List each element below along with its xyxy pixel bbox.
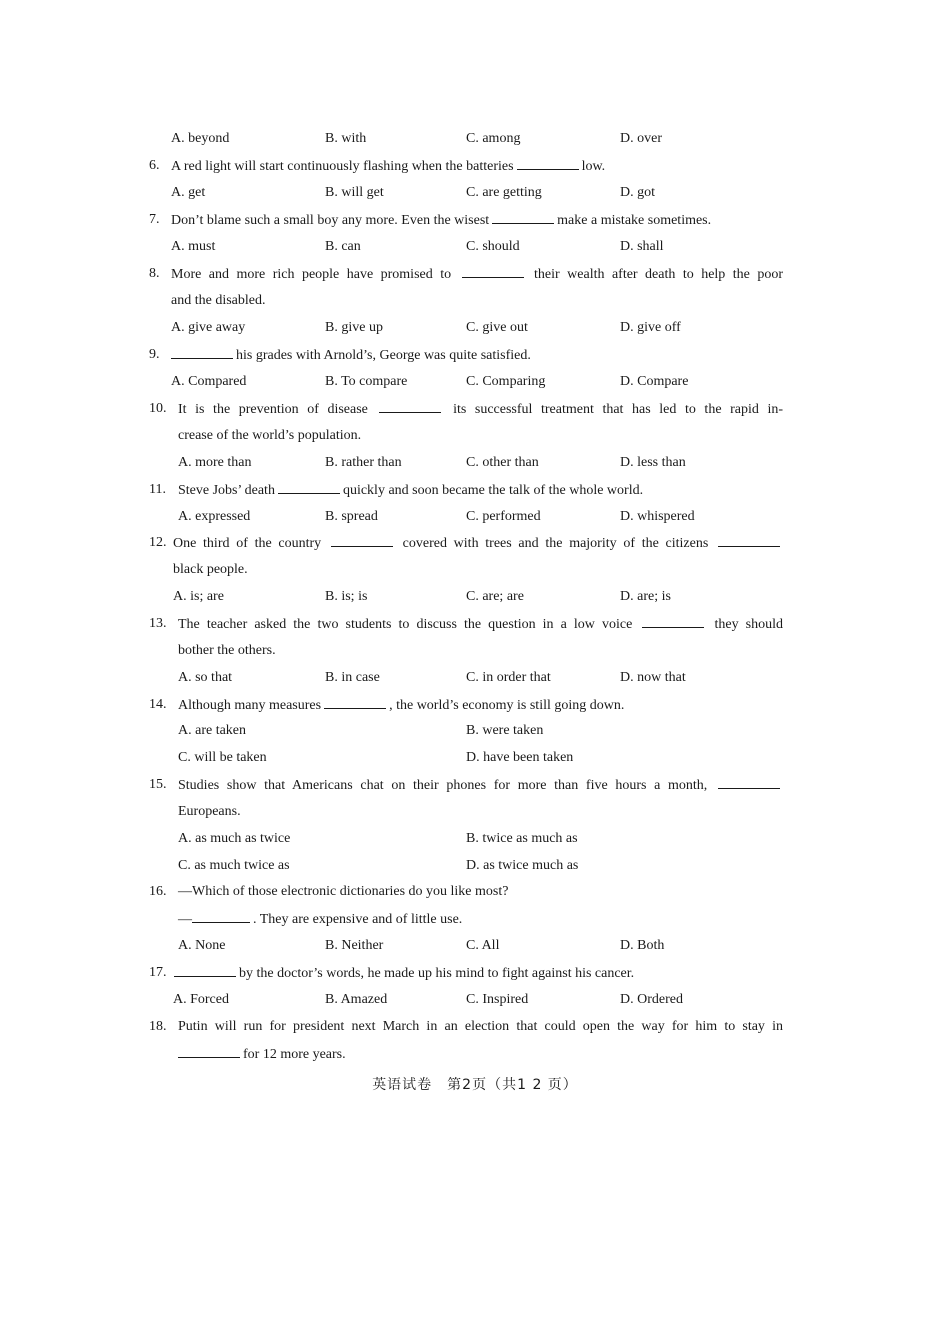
q9-option-a: A. Compared: [171, 374, 247, 389]
q14-option-d: D. have been taken: [466, 750, 574, 765]
q17-option-b: B. Amazed: [325, 992, 388, 1007]
q14-text-pre: Although many measures: [178, 698, 322, 713]
q9-number: 9.: [149, 347, 160, 362]
q7-option-a: A. must: [171, 239, 216, 254]
q5-option-d: D. over: [620, 131, 662, 146]
q11-text-post: quickly and soon became the talk of the whole world.: [342, 483, 644, 498]
q17-option-c: C. Inspired: [466, 992, 529, 1007]
q8-number: 8.: [149, 266, 160, 281]
q15-text-pre: Studies show that Americans chat on their phones for more than five hours a month,: [178, 778, 708, 793]
q13-option-a: A. so that: [178, 670, 233, 685]
q9-blank: [171, 345, 233, 359]
q13-blank: [642, 614, 704, 628]
q12-option-c: C. are; are: [466, 589, 524, 604]
q13-text-post: they should: [714, 617, 783, 632]
q14-text-post: , the world’s economy is still going down.: [389, 698, 625, 713]
q16-number: 16.: [149, 884, 167, 899]
q17-number: 17.: [149, 965, 167, 980]
q10-blank: [379, 399, 441, 413]
q11-text-pre: Steve Jobs’ death: [178, 483, 275, 498]
q10-text-post: its successful treatment that has led to the rapid in-: [453, 402, 784, 417]
q11-option-c: C. performed: [466, 509, 541, 524]
q18-text-pre: Putin will run for president next March in an election that could open the way for him to stay in: [178, 1019, 783, 1034]
q10-option-d: D. less than: [620, 455, 686, 470]
q15-text-line2: Europeans.: [178, 804, 241, 819]
q14-option-c: C. will be taken: [178, 750, 267, 765]
q7-option-d: D. shall: [620, 239, 664, 254]
q18-number: 18.: [149, 1019, 167, 1034]
q9-text-post: his grades with Arnold’s, George was quite satisfied.: [236, 348, 531, 363]
q11-number: 11.: [149, 482, 166, 497]
q14-number: 14.: [149, 697, 167, 712]
q17-text-post: by the doctor’s words, he made up his mind to fight against his cancer.: [239, 966, 635, 981]
q12-text-pre: One third of the country: [173, 536, 322, 551]
q12-blank-2: [718, 533, 780, 547]
q8-text-line2: and the disabled.: [171, 293, 266, 308]
q11-option-d: D. whispered: [620, 509, 695, 524]
q11-blank: [278, 480, 340, 494]
q12-option-a: A. is; are: [173, 589, 224, 604]
q8-option-d: D. give off: [620, 320, 681, 335]
q7-text-post: make a mistake sometimes.: [557, 213, 712, 228]
q12-number: 12.: [149, 535, 167, 550]
q16-option-c: C. All: [466, 938, 500, 953]
q14-option-a: A. are taken: [178, 723, 247, 738]
q15-option-b: B. twice as much as: [466, 831, 578, 846]
q15-option-d: D. as twice much as: [466, 858, 579, 873]
q8-blank: [462, 264, 524, 278]
q8-option-b: B. give up: [325, 320, 383, 335]
q15-option-a: A. as much as twice: [178, 831, 291, 846]
q6-option-a: A. get: [171, 185, 206, 200]
q12-option-b: B. is; is: [325, 589, 368, 604]
q8-option-a: A. give away: [171, 320, 246, 335]
q17-option-d: D. Ordered: [620, 992, 683, 1007]
q5-option-a: A. beyond: [171, 131, 230, 146]
q11-option-b: B. spread: [325, 509, 378, 524]
q15-number: 15.: [149, 777, 167, 792]
q8-text-post: their wealth after death to help the poor: [534, 267, 783, 282]
q10-option-c: C. other than: [466, 455, 539, 470]
page-footer: 英语试卷 第2页（共1 2 页）: [372, 1077, 578, 1093]
q10-text-line2: crease of the world’s population.: [178, 428, 362, 443]
q8-option-c: C. give out: [466, 320, 528, 335]
q15-blank: [718, 775, 780, 789]
q7-option-b: B. can: [325, 239, 361, 254]
q7-option-c: C. should: [466, 239, 520, 254]
q8-text-pre: More and more rich people have promised to: [171, 267, 452, 282]
q13-option-d: D. now that: [620, 670, 686, 685]
q6-option-c: C. are getting: [466, 185, 542, 200]
q12-option-d: D. are; is: [620, 589, 671, 604]
q10-option-b: B. rather than: [325, 455, 402, 470]
q13-number: 13.: [149, 616, 167, 631]
q12-blank-1: [331, 533, 393, 547]
q14-blank: [324, 695, 386, 709]
q6-number: 6.: [149, 158, 160, 173]
q13-option-c: C. in order that: [466, 670, 551, 685]
q12-text-line2: black people.: [173, 562, 248, 577]
q7-blank: [492, 210, 554, 224]
q13-text-line2: bother the others.: [178, 643, 276, 658]
q16-blank: [192, 909, 250, 923]
q10-number: 10.: [149, 401, 167, 416]
q7-number: 7.: [149, 212, 160, 227]
q5-option-c: C. among: [466, 131, 521, 146]
q16-option-b: B. Neither: [325, 938, 384, 953]
q5-option-b: B. with: [325, 131, 367, 146]
q16-option-a: A. None: [178, 938, 226, 953]
q16-text-post: . They are expensive and of little use.: [253, 912, 463, 927]
q6-blank: [517, 156, 579, 170]
q18-text-post: for 12 more years.: [243, 1047, 346, 1062]
q12-text-mid: covered with trees and the majority of the citizens: [402, 536, 709, 551]
q10-text-pre: It is the prevention of disease: [178, 402, 368, 417]
q6-option-d: D. got: [620, 185, 655, 200]
q11-option-a: A. expressed: [178, 509, 251, 524]
q9-option-c: C. Comparing: [466, 374, 546, 389]
q14-option-b: B. were taken: [466, 723, 544, 738]
q6-text-post: low.: [581, 159, 606, 174]
q18-blank: [178, 1044, 240, 1058]
q15-option-c: C. as much twice as: [178, 858, 290, 873]
q7-text-pre: Don’t blame such a small boy any more. Even the wisest: [171, 213, 490, 228]
q17-blank: [174, 963, 236, 977]
q9-option-d: D. Compare: [620, 374, 689, 389]
q16-option-d: D. Both: [620, 938, 665, 953]
q10-option-a: A. more than: [178, 455, 252, 470]
q13-option-b: B. in case: [325, 670, 380, 685]
q16-text-line1: —Which of those electronic dictionaries do you like most?: [178, 884, 509, 899]
q6-option-b: B. will get: [325, 185, 384, 200]
q17-option-a: A. Forced: [173, 992, 229, 1007]
q9-option-b: B. To compare: [325, 374, 408, 389]
q16-dash: —: [178, 912, 192, 927]
q6-text-pre: A red light will start continuously flashing when the batteries: [171, 159, 514, 174]
q13-text-pre: The teacher asked the two students to discuss the question in a low voice: [178, 617, 633, 632]
